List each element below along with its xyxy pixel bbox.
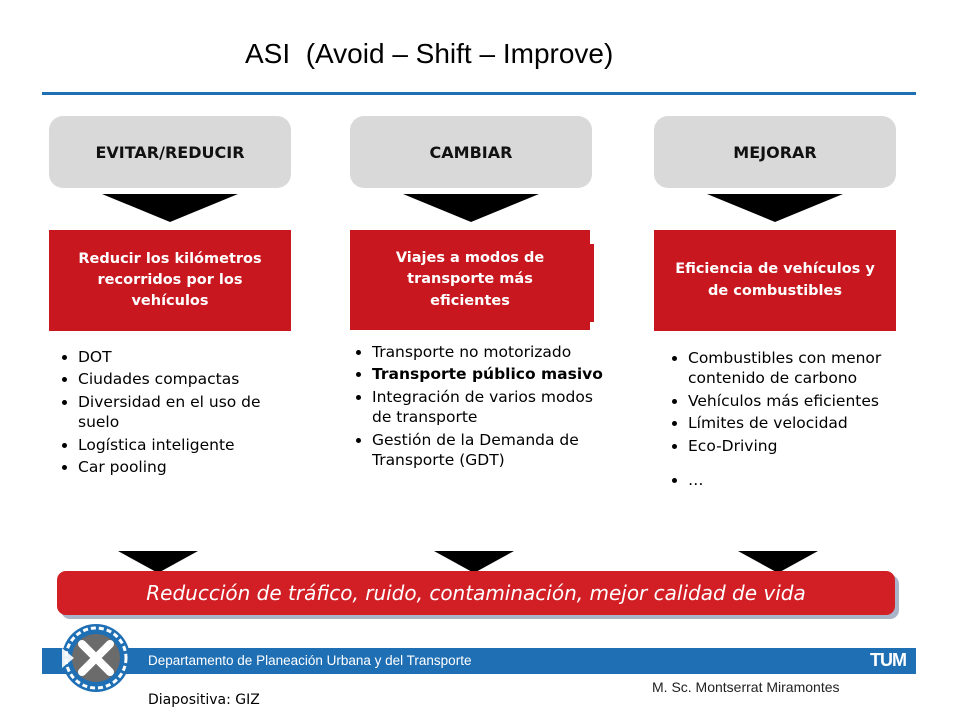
list-item: • Combustibles con menor contenido de carbono <box>688 348 918 389</box>
header-evitar: EVITAR/REDUCIR <box>49 116 291 188</box>
list-item: • Integración de varios modos de transporte <box>372 387 617 428</box>
list-cambiar <box>354 342 617 473</box>
arrow-down-icon <box>118 551 198 573</box>
arrow-down-icon <box>102 194 238 222</box>
box-viajes: Viajes a modos de transporte más eficientes <box>350 230 590 330</box>
slide-title: ASI (Avoid – Shift – Improve) <box>245 38 614 69</box>
list-evitar <box>60 347 303 480</box>
box-eficiencia: Eficiencia de vehículos y de combustibles <box>654 230 896 331</box>
list-item: • DOT <box>78 347 303 367</box>
header-mejorar: MEJORAR <box>654 116 896 188</box>
list-item: • Logística inteligente <box>78 435 303 455</box>
list-item: • Gestión de la Demanda de Transporte (GDT) <box>372 430 617 471</box>
title-divider <box>42 92 916 95</box>
list-mejorar <box>670 348 918 493</box>
list-item: • Transporte público masivo <box>372 364 617 384</box>
arrow-down-icon <box>707 194 843 222</box>
list-item: • Diversidad en el uso de suelo <box>78 392 303 433</box>
slide-source: Diapositiva: GIZ <box>148 692 260 708</box>
arrow-down-icon <box>434 551 514 573</box>
list-item: • … <box>688 470 918 490</box>
arrow-down-icon <box>403 194 539 222</box>
tum-logo: TUM <box>870 650 906 670</box>
author: M. Sc. Montserrat Miramontes <box>652 679 840 695</box>
header-cambiar: CAMBIAR <box>350 116 592 188</box>
list-item: • Ciudades compactas <box>78 369 303 389</box>
box-reducir: Reducir los kilómetros recorridos por los vehículos <box>49 230 291 331</box>
list-item: • Car pooling <box>78 457 303 477</box>
list-item: • Límites de velocidad <box>688 413 918 433</box>
department-logo-icon <box>60 622 132 694</box>
result-banner: Reducción de tráfico, ruido, contaminación, mejor calidad de vida <box>57 571 895 615</box>
arrow-down-icon <box>738 551 818 573</box>
list-item: • Eco-Driving <box>688 436 918 456</box>
footer-department: Departamento de Planeación Urbana y del Transporte <box>148 653 472 668</box>
list-item: • Transporte no motorizado <box>372 342 617 362</box>
list-item: • Vehículos más eficientes <box>688 391 918 411</box>
